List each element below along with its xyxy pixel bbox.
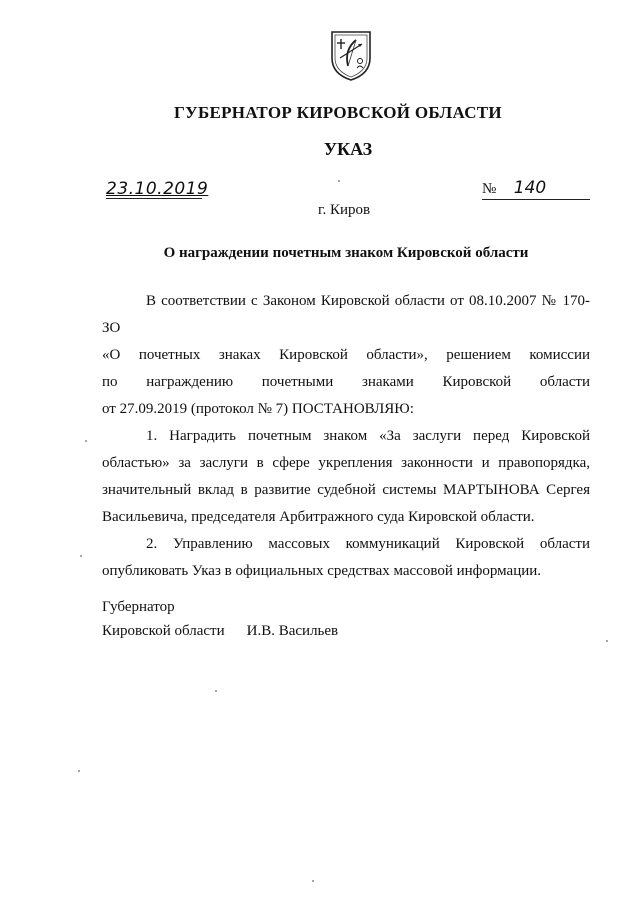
clause-1-line: Васильевича, председателя Арбитражного суда Кировской области. — [102, 509, 535, 525]
handwritten-number: 140 — [513, 178, 547, 198]
document-body — [102, 288, 590, 585]
scan-speck — [338, 180, 340, 182]
document-type: УКАЗ — [323, 139, 373, 159]
document-city: г. Киров — [318, 202, 371, 218]
clause-1-line: значительный вклад в развитие судебной системы МАРТЫНОВА Сергея — [102, 482, 590, 498]
scan-speck — [606, 640, 608, 642]
signatory-name: И.В. Васильев — [246, 623, 339, 639]
clause-1-line: областью» за заслуги в сфере укрепления законности и правопорядка, — [102, 455, 590, 471]
document-number — [482, 178, 590, 200]
scan-speck — [80, 555, 82, 557]
scan-speck — [312, 880, 314, 882]
number-label: № — [482, 181, 497, 197]
coat-of-arms-icon — [326, 28, 376, 82]
issuing-authority: ГУБЕРНАТОР КИРОВСКОЙ ОБЛАСТИ — [174, 103, 502, 122]
preamble-line: по награждению почетными знаками Кировской области — [102, 374, 590, 390]
scan-speck — [78, 770, 80, 772]
signatory-position-line1: Губернатор — [102, 599, 175, 615]
scan-speck — [215, 690, 217, 692]
document-title: О награждении почетным знаком Кировской области — [163, 245, 529, 261]
signature-block — [102, 595, 338, 643]
signatory-position-line2: Кировской области — [102, 623, 225, 639]
clause-2-line: опубликовать Указ в официальных средствах массовой информации. — [102, 563, 542, 579]
preamble-line: от 27.09.2019 (протокол № 7) ПОСТАНОВЛЯЮ: — [102, 401, 414, 417]
preamble-line: В соответствии с Законом Кировской области от 08.10.2007 № 170-ЗО — [102, 293, 590, 336]
scan-speck — [85, 440, 87, 442]
preamble-line: «О почетных знаках Кировской области», решением комиссии — [102, 347, 590, 363]
clause-2-line: 2. Управлению массовых коммуникаций Кировской области — [146, 536, 590, 552]
document-date — [106, 179, 209, 199]
signature-row — [102, 619, 338, 643]
clause-1-line: 1. Наградить почетным знаком «За заслуги перед Кировской — [146, 428, 590, 444]
handwritten-date: 23.10.2019 — [106, 179, 209, 199]
